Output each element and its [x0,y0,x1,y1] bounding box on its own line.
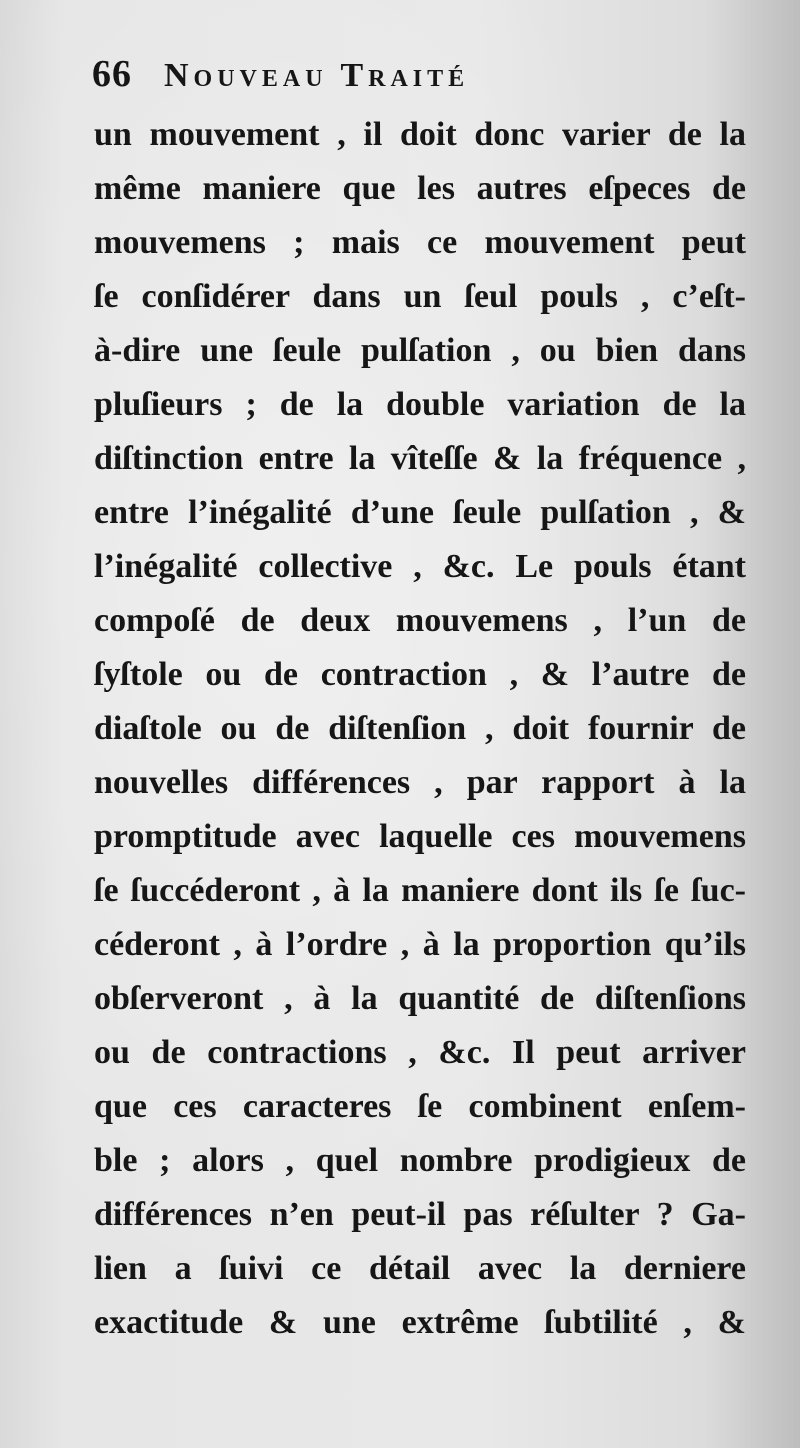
text-line: un mouvement , il doit donc varier de la [94,116,746,153]
text-line: diaſtole ou de diſtenſion , doit fournir de [94,710,746,747]
text-line: lien a ſuivi ce détail avec la derniere [94,1250,746,1287]
text-line: diſtinction entre la vîteſſe & la fréquence , [94,440,746,477]
text-line: différences n’en peut-il pas réſulter ? Ga- [94,1196,746,1233]
text-line: compoſé de deux mouvemens , l’un de [94,602,746,639]
text-line: ſe ſuccéderont , à la maniere dont ils ſe ſuc- [94,872,746,909]
text-line: promptitude avec laquelle ces mouvemens [94,818,746,855]
page-number: 66 [92,53,132,95]
text-line: ſyſtole ou de contraction , & l’autre de [94,656,746,693]
text-line: l’inégalité collective , &c. Le pouls étant [94,548,746,585]
text-line: obſerveront , à la quantité de diſtenſions [94,980,746,1017]
text-line: à-dire une ſeule pulſation , ou bien dans [94,332,746,369]
text-line: même maniere que les autres eſpeces de [94,170,746,207]
text-line: céderont , à l’ordre , à la proportion qu’ils [94,926,746,963]
text-line: ſe conſidérer dans un ſeul pouls , c’eſt- [94,278,746,315]
text-line: que ces caracteres ſe combinent enſem- [94,1088,746,1125]
page-header [92,52,652,102]
running-head: Nouveau Traité [164,57,470,94]
text-line: entre l’inégalité d’une ſeule pulſation , & [94,494,746,531]
text-line: nouvelles différences , par rapport à la [94,764,746,801]
text-line: mouvemens ; mais ce mouvement peut [94,224,746,261]
text-line: exactitude & une extrême ſubtilité , & [94,1304,746,1341]
body-text [94,108,746,1350]
text-line: ble ; alors , quel nombre prodigieux de [94,1142,746,1179]
text-line: pluſieurs ; de la double variation de la [94,386,746,423]
text-line: ou de contractions , &c. Il peut arriver [94,1034,746,1071]
